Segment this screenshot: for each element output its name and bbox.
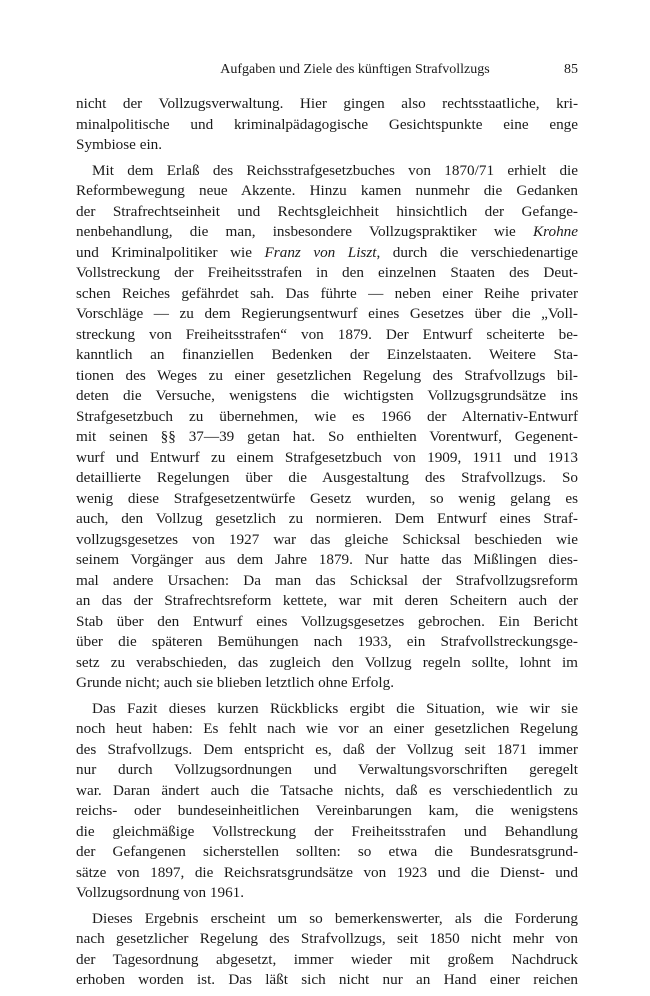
- running-header: [76, 60, 578, 82]
- text-line: Das Fazit dieses kurzen Rückblicks ergibt die Situation, wie wir sie: [92, 699, 578, 717]
- text-line: Symbiose ein.: [76, 136, 163, 153]
- text-line: Stab über den Entwurf eines Vollzugsgesetzes gebrochen. Ein Bericht: [76, 612, 578, 630]
- text-line: kanntlich an finanziellen Bedenken der Einzelstaaten. Weitere Sta-: [76, 346, 578, 363]
- page-number: 85: [564, 62, 578, 77]
- paragraph-conclusion: [76, 909, 578, 991]
- text-line: vollzugsgesetzes von 1927 war das gleiche Schicksal beschieden wie: [76, 530, 578, 548]
- italic-name: Krohne: [533, 223, 578, 240]
- text-line: Grunde nicht; auch sie blieben letztlich ohne Erfolg.: [76, 674, 394, 691]
- text-line: minalpolitische und kriminalpädagogische Gesichtspunkte eine enge: [76, 115, 578, 133]
- text-line: an das der Strafrechtsreform kettete, war mit deren Scheitern auch der: [76, 592, 578, 609]
- text-line: der Strafrechtseinheit und Rechtsgleichheit hinsichtlich der Gefange-: [76, 202, 578, 220]
- text-line: der Gefangenen sicherstellen sollten: so etwa die Bundesratsgrund-: [76, 843, 578, 860]
- paragraph-continued: [76, 94, 578, 156]
- text-line: nach gesetzlicher Regelung des Strafvollzugs, seit 1850 nicht mehr von: [76, 930, 578, 947]
- text-line: des Strafvollzugs. Dem entspricht es, daß der Vollzug seit 1871 immer: [76, 740, 578, 758]
- body-text: [76, 94, 578, 991]
- running-title: Aufgaben und Ziele des künftigen Strafvollzugs: [220, 62, 490, 77]
- text-line: noch heut haben: Es fehlt nach wie vor an einer gesetzlichen Regelung: [76, 720, 578, 737]
- text-line: nicht der Vollzugsverwaltung. Hier gingen also rechtsstaatliche, kri-: [76, 95, 578, 112]
- text-line: mal andere Ursachen: Da man das Schicksal der Strafvollzugsreform: [76, 571, 578, 589]
- text-line: deten die Versuche, wenigstens die wichtigsten Vollzugsgrundsätze ins: [76, 387, 578, 404]
- text-line: detaillierte Regelungen über die Ausgestaltung des Strafvollzugs. So: [76, 469, 578, 486]
- text-line: schen Reiches gefährdet sah. Das führte — neben einer Reihe privater: [76, 284, 578, 302]
- text-line: reichs- oder bundeseinheitlichen Vereinbarungen kam, die wenigstens: [76, 802, 578, 819]
- text-line: Vorschläge — zu dem Regierungsentwurf eines Gesetzes über die „Voll-: [76, 305, 578, 322]
- text-line: Vollzugsordnung von 1961.: [76, 884, 245, 901]
- text-line: sätze von 1897, die Reichsratsgrundsätze von 1923 und die Dienst- und: [76, 863, 578, 881]
- text-line: mit seinen §§ 37—39 getan hat. So enthielten Vorentwurf, Gegenent-: [76, 428, 578, 445]
- text-line: Mit dem Erlaß des Reichsstrafgesetzbuches von 1870/71 erhielt die: [92, 161, 578, 179]
- text-line: tionen des Weges zu einer gesetzlichen Regelung des Strafvollzugs bil-: [76, 366, 578, 384]
- text-line: nur durch Vollzugsordnungen und Verwaltungsvorschriften geregelt: [76, 761, 578, 778]
- italic-name: Franz von Liszt: [264, 243, 377, 261]
- text-line: über die späteren Bemühungen nach 1933, ein Strafvollstreckungsge-: [76, 633, 578, 650]
- text-line: setz zu verabschieden, das zugleich den Vollzug regeln sollte, lohnt im: [76, 653, 578, 671]
- paragraph-summary: [76, 699, 578, 904]
- text-line: wurf und Entwurf zu einem Strafgesetzbuch von 1909, 1911 und 1913: [76, 448, 578, 466]
- text-line: und Kriminalpolitiker wie Franz von Liszt, durch die verschiedenartige: [76, 243, 579, 261]
- text-line: seinem Vorgänger aus dem Jahre 1879. Nur hatte das Mißlingen dies-: [76, 551, 578, 568]
- text-line: der Tagesordnung abgesetzt, immer wieder mit großem Nachdruck: [76, 950, 578, 968]
- text-line: erhoben worden ist. Das läßt sich nicht nur an Hand einer reichen: [76, 971, 578, 988]
- text-line: wenig diese Strafgesetzentwürfe Gesetz wurden, so wenig gelang es: [76, 489, 578, 507]
- text-line: nenbehandlung, die man, insbesondere Vollzugspraktiker wie Krohne: [76, 223, 578, 240]
- paragraph-reform-history: [76, 161, 578, 694]
- text-line: Reformbewegung neue Akzente. Hinzu kamen nunmehr die Gedanken: [76, 182, 578, 199]
- text-line: streckung von Freiheitsstrafen“ von 1879. Der Entwurf scheiterte be-: [76, 325, 578, 343]
- book-page: [76, 60, 578, 996]
- text-line: die gleichmäßige Vollstreckung der Freiheitsstrafen und Behandlung: [76, 822, 578, 840]
- text-line: war. Daran ändert auch die Tatsache nichts, daß es verschiedentlich zu: [76, 781, 578, 799]
- text-line: Vollstreckung der Freiheitsstrafen in den einzelnen Staaten des Deut-: [76, 264, 578, 281]
- text-line: Dieses Ergebnis erscheint um so bemerkenswerter, als die Forderung: [92, 909, 578, 927]
- text-line: auch, den Vollzug gesetzlich zu normieren. Dem Entwurf eines Straf-: [76, 510, 578, 527]
- text-line: Strafgesetzbuch zu übernehmen, wie es 1966 der Alternativ-Entwurf: [76, 407, 578, 425]
